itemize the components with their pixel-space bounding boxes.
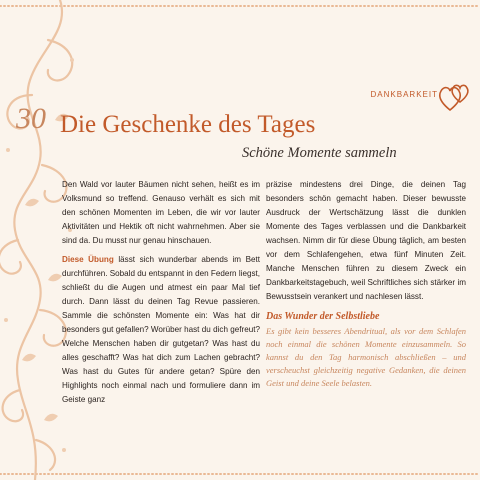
exercise-text: lässt sich wunderbar abends im Bett durchführen. Sobald du entspannt in den Federn liegst, schließt du die Augen und atmest ein paar Mal tief durch. Dann lässt du deinen Tag Revue passieren. Sammle die schönsten Momente ein: Was hat dir besonders gut gefallen? Worüber hast du dich gefreut? Welche Menschen haben dir gutgetan? Was hast du alles geschafft? Was hat dich zum Lachen gebracht? Was hast du Gutes für andere getan? Spüre den Highlights noch einmal nach und formuliere dann im Geiste ganz — [62, 255, 261, 404]
exercise-paragraph — [62, 253, 260, 407]
page-title: Die Geschenke des Tages — [60, 111, 316, 138]
continuation-paragraph: präzise mindestens drei Dinge, die deinen Tag besonders schön gemacht haben. Dieser bewusste Ausdruck der Wertschätzung lässt die dunklen Momente des Tages verblassen und die Dankbarkeit wachsen. Nimm dir für diese Übung täglich, am besten vor dem Schlafengehen, etwa fünf Minuten Zeit. Manche Menschen führen zu diesem Zweck ein Dankbarkeitstagebuch, weil Schriftliches sich stärker im Bewusstsein verankert und nachlesen lässt. — [266, 180, 466, 301]
text-column-right — [266, 178, 466, 390]
chapter-number: 30 — [16, 102, 46, 135]
box-heading: Das Wunder der Selbstliebe — [266, 311, 380, 322]
page-subtitle: Schöne Momente sammeln — [242, 145, 397, 161]
category-label: DANKBARKEIT — [370, 90, 438, 99]
exercise-lead: Diese Übung — [62, 255, 114, 264]
hearts-icon — [438, 80, 472, 114]
box-text: Es gibt kein besseres Abendritual, als vor dem Schlafen noch einmal die schönen Momente einzusammeln. So kannst du den Tag harmonisch abschließen – und verscheuchst gleichzeitig negative Gedanken, die deinen Geist und deine Seele belasten. — [266, 326, 466, 388]
intro-paragraph: Den Wald vor lauter Bäumen nicht sehen, heißt es im Volksmund so treffend. Genauso verhält es sich mit den schönen Momenten im Leben, die wir vor lauter Aktivitäten und Hektik oft nicht wahrnehmen. Aber sie sind da. Du musst nur genau hinschauen. — [62, 180, 260, 245]
text-column-left — [62, 178, 260, 407]
